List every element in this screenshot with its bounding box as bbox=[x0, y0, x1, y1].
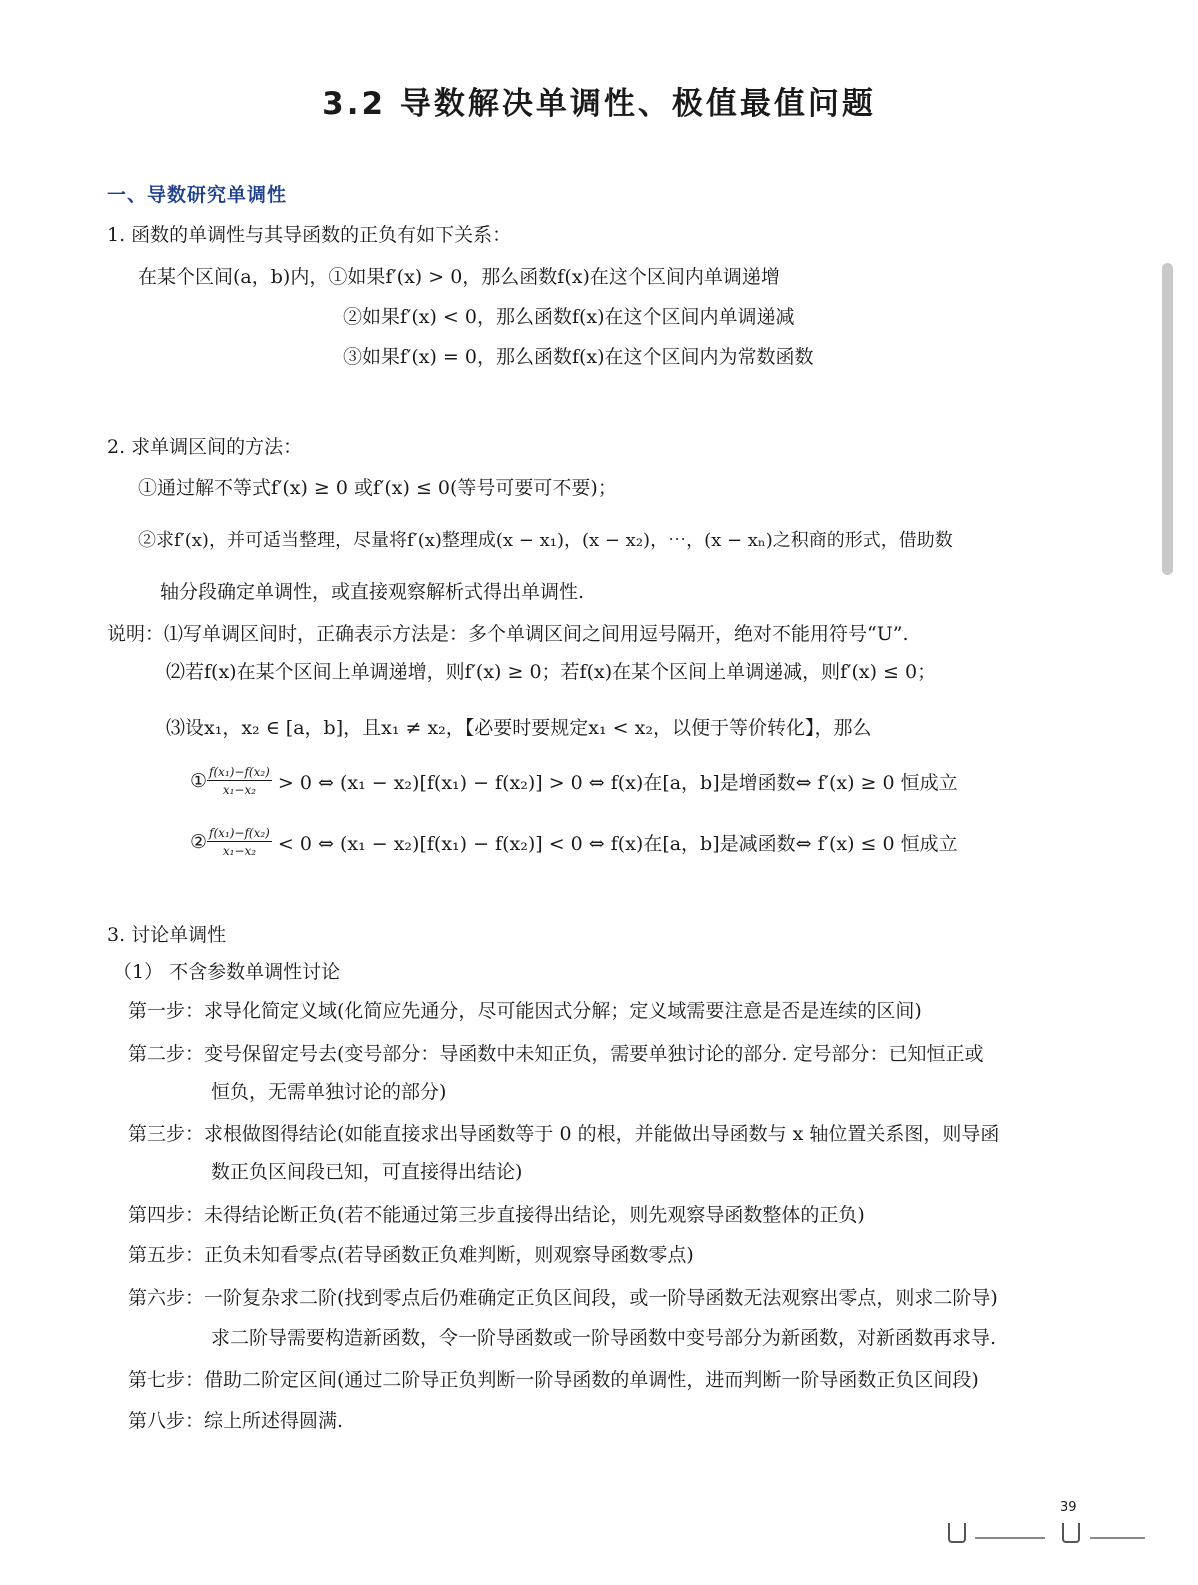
step7: 第七步：借助二阶定区间(通过二阶导正负判断一阶导函数的单调性，进而判断一阶导函数正负区间段) bbox=[128, 1369, 979, 1391]
formula-decreasing-rest: < 0 ⇔ (x₁ − x₂)[f(x₁) − f(x₂)] < 0 ⇔ f(x)在[a，b]是减函数⇔ f′(x) ≤ 0 恒成立 bbox=[277, 832, 958, 855]
item2-heading: 2. 求单调区间的方法： bbox=[107, 436, 303, 458]
formula-increasing-denominator: x₁−x₂ bbox=[222, 783, 257, 797]
formula-increasing-rest: > 0 ⇔ (x₁ − x₂)[f(x₁) − f(x₂)] > 0 ⇔ f(x)在[a，b]是增函数⇔ f′(x) ≥ 0 恒成立 bbox=[277, 771, 958, 794]
section-heading-monotonicity: 一、导数研究单调性 bbox=[107, 184, 288, 206]
item2-line2: ②求f′(x)，并可适当整理，尽量将f′(x)整理成(x − x₁)，(x − x₂)，⋯，(x − xₙ)之积商的形式，借助数 bbox=[138, 530, 953, 551]
step6-line1: 第六步：一阶复杂求二阶(找到零点后仍难确定正负区间段，或一阶导函数无法观察出零点，则求二阶导) bbox=[128, 1287, 998, 1309]
formula-decreasing bbox=[190, 826, 958, 858]
step3-line1: 第三步：求根做图得结论(如能直接求出导函数等于 0 的根，并能做出导函数与 x 轴位置关系图，则导函 bbox=[128, 1123, 1000, 1145]
formula-increasing-numerator: f(x₁)−f(x₂) bbox=[209, 765, 270, 779]
item2-line1: ①通过解不等式f′(x) ≥ 0 或f′(x) ≤ 0(等号可要可不要)； bbox=[138, 477, 617, 499]
step1: 第一步：求导化简定义域(化简应先通分，尽可能因式分解；定义域需要注意是否是连续的区间) bbox=[128, 1000, 922, 1022]
item1-line1: 在某个区间(a，b)内，①如果f′(x) > 0，那么函数f(x)在这个区间内单调递增 bbox=[138, 266, 780, 288]
formula-increasing bbox=[190, 765, 958, 797]
formula-increasing-marker: ① bbox=[190, 770, 208, 792]
page-title: 3.2 导数解决单调性、极值最值问题 bbox=[322, 86, 876, 122]
formula-decreasing-fraction bbox=[207, 826, 272, 858]
step2-line2: 恒负，无需单独讨论的部分) bbox=[211, 1081, 447, 1103]
item1-line3: ③如果f′(x) = 0，那么函数f(x)在这个区间内为常数函数 bbox=[343, 346, 814, 368]
step6-line2: 求二阶导需要构造新函数，令一阶导函数或一阶导函数中变号部分为新函数，对新函数再求导. bbox=[211, 1327, 997, 1349]
vertical-scrollbar[interactable] bbox=[1162, 263, 1173, 575]
page-number: 39 bbox=[1060, 1500, 1077, 1515]
formula-decreasing-marker: ② bbox=[190, 831, 208, 853]
note-line3: ⑶设x₁，x₂ ∈ [a，b]，且x₁ ≠ x₂，【必要时要规定x₁ < x₂，以便于等价转化】，那么 bbox=[166, 717, 872, 739]
step2-line1: 第二步：变号保留定号去(变号部分：导函数中未知正负，需要单独讨论的部分. 定号部分：已知恒正或 bbox=[128, 1043, 984, 1065]
divider bbox=[975, 1537, 1045, 1539]
note-line2: ⑵若f(x)在某个区间上单调递增，则f′(x) ≥ 0；若f(x)在某个区间上单调递减，则f′(x) ≤ 0； bbox=[166, 661, 937, 683]
item3-subheading: （1） 不含参数单调性讨论 bbox=[113, 961, 341, 983]
step5: 第五步：正负未知看零点(若导函数正负难判断，则观察导函数零点) bbox=[128, 1244, 694, 1266]
divider bbox=[1090, 1537, 1145, 1539]
note-line1: 说明：⑴写单调区间时，正确表示方法是：多个单调区间之间用逗号隔开，绝对不能用符号“U”. bbox=[107, 623, 909, 645]
item3-heading: 3. 讨论单调性 bbox=[107, 924, 227, 946]
step4: 第四步：未得结论断正负(若不能通过第三步直接得出结论，则先观察导函数整体的正负) bbox=[128, 1204, 865, 1226]
item1-heading: 1. 函数的单调性与其导函数的正负有如下关系： bbox=[107, 224, 512, 246]
toolbar-glyph-icon bbox=[948, 1523, 966, 1543]
step3-line2: 数正负区间段已知，可直接得出结论) bbox=[211, 1161, 523, 1183]
item2-line3: 轴分段确定单调性，或直接观察解析式得出单调性. bbox=[160, 581, 585, 603]
toolbar-glyph-icon bbox=[1062, 1523, 1080, 1543]
step8: 第八步：综上所述得圆满. bbox=[128, 1410, 344, 1432]
formula-decreasing-numerator: f(x₁)−f(x₂) bbox=[209, 826, 270, 840]
formula-decreasing-denominator: x₁−x₂ bbox=[222, 844, 257, 858]
formula-increasing-fraction bbox=[207, 765, 272, 797]
item1-line2: ②如果f′(x) < 0，那么函数f(x)在这个区间内单调递减 bbox=[343, 306, 795, 328]
